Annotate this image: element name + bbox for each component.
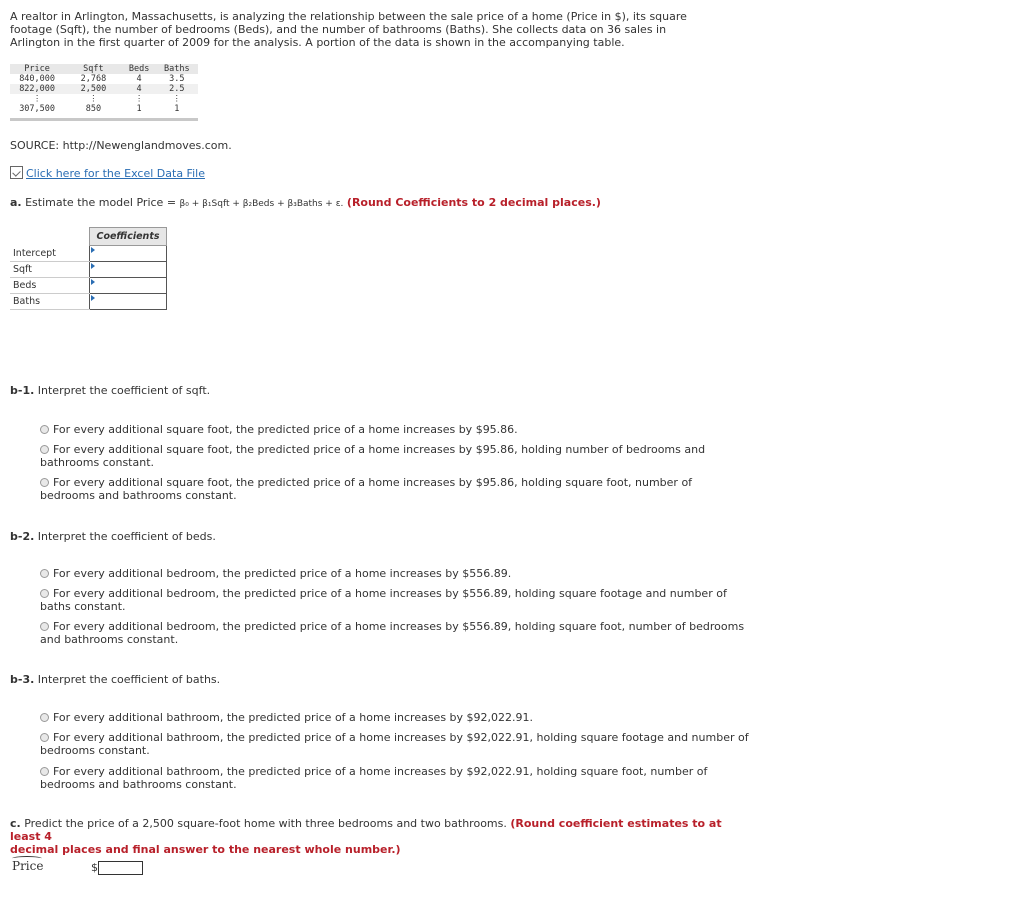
radio-button[interactable] [40,425,49,434]
radio-button[interactable] [40,622,49,631]
coef-row-sqft [10,262,167,278]
excel-link-label: Click here for the Excel Data File [26,167,205,180]
row-label-sqft: Sqft [10,262,90,278]
baths-input[interactable] [90,295,162,308]
b2-option-2[interactable] [40,587,727,613]
cell-sqft: 2,500 [64,84,122,94]
ellipsis: ⋮ [156,94,198,104]
flag-icon [91,295,95,301]
cell-sqft: 2,768 [64,74,122,84]
b3-label: b-3. [10,673,35,686]
option-text: For every additional bathroom, the predicted price of a home increases by $92,022.91, holding square foot, number of [53,765,708,778]
b1-option-1[interactable] [40,423,518,436]
currency-symbol: $ [91,861,98,874]
option-text: For every additional bedroom, the predicted price of a home increases by $556.89, holding square foot, number of bedrooms [53,620,745,633]
problem-intro: A realtor in Arlington, Massachusetts, is analyzing the relationship between the sale price of a home (Price in $), its square footage (Sqft), the number of bedrooms (Beds), and the number of bathrooms (Baths). She collects data on 36 sales in Arlington in the first quarter of 2009 for the analysis. A portion of the data is shown in the accompanying table. [10,10,687,49]
part-c-text: Predict the price of a 2,500 square-foot home with three bedrooms and two bathrooms. [24,817,507,830]
b2-label: b-2. [10,530,35,543]
option-text: For every additional bathroom, the predicted price of a home increases by $92,022.91, holding square footage and number of [53,731,749,744]
b3-question [10,673,220,686]
ellipsis: ⋮ [64,94,122,104]
beds-input[interactable] [90,279,162,292]
cell-baths: 2.5 [156,84,198,94]
b1-option-2[interactable] [40,443,705,469]
part-a-question [10,196,601,209]
radio-button[interactable] [40,713,49,722]
row-label-intercept: Intercept [10,246,90,262]
sqft-input-cell [90,262,167,278]
radio-button[interactable] [40,569,49,578]
cell-baths: 1 [156,104,198,114]
model-equation: β₀ + β₁Sqft + β₂Beds + β₃Baths + ε. [179,199,344,209]
option-text-cont: bedrooms and bathrooms constant. [40,778,237,791]
round-note-c2: decimal places and final answer to the nearest whole number.) [10,843,401,856]
radio-button[interactable] [40,589,49,598]
b2-option-3[interactable] [40,620,744,646]
option-text: For every additional bedroom, the predicted price of a home increases by $556.89. [53,567,512,580]
cell-beds: 4 [123,84,156,94]
table-scrollbar [10,118,198,121]
cell-price: 840,000 [10,74,64,84]
round-note-c1: (Round coefficient estimates to at least 4 [10,817,722,843]
excel-data-link[interactable] [10,166,205,180]
part-c-label: c. [10,817,21,830]
price-label: Price [12,859,44,873]
coefficients-header: Coefficients [90,228,167,246]
b1-label: b-1. [10,384,35,397]
coef-row-beds [10,278,167,294]
header-price: Price [10,64,64,74]
b3-option-3[interactable] [40,765,707,791]
ellipsis: ⋮ [10,94,64,104]
cell-price: 822,000 [10,84,64,94]
coef-row-baths [10,294,167,310]
radio-button[interactable] [40,478,49,487]
b1-question [10,384,210,397]
coefficients-table [10,227,167,310]
cell-beds: 1 [123,104,156,114]
cell-baths: 3.5 [156,74,198,84]
header-baths: Baths [156,64,198,74]
part-a-label: a. [10,196,22,209]
cell-price: 307,500 [10,104,64,114]
file-icon [10,166,23,179]
beds-input-cell [90,278,167,294]
radio-button[interactable] [40,733,49,742]
option-text: For every additional bathroom, the predicted price of a home increases by $92,022.91. [53,711,534,724]
coef-row-intercept [10,246,167,262]
b2-option-1[interactable] [40,567,511,580]
baths-input-cell [90,294,167,310]
b3-option-2[interactable] [40,731,749,757]
b2-question [10,530,216,543]
cell-sqft: 850 [64,104,122,114]
b1-option-3[interactable] [40,476,692,502]
option-text-cont: baths constant. [40,600,126,613]
data-table [10,64,198,121]
option-text-cont: and bathrooms constant. [40,633,179,646]
table-corner [10,228,90,246]
round-note: (Round Coefficients to 2 decimal places.) [346,196,601,209]
option-text: For every additional bedroom, the predicted price of a home increases by $556.89, holding square footage and number of [53,587,727,600]
b3-option-1[interactable] [40,711,533,724]
part-a-text: Estimate the model Price = [25,196,177,209]
cell-beds: 4 [123,74,156,84]
flag-icon [91,247,95,253]
flag-icon [91,263,95,269]
option-text-cont: bathrooms constant. [40,456,155,469]
radio-button[interactable] [40,445,49,454]
table-ellipsis-row [10,94,198,104]
flag-icon [91,279,95,285]
option-text-cont: bedrooms and bathrooms constant. [40,489,237,502]
intercept-input-cell [90,246,167,262]
option-text: For every additional square foot, the predicted price of a home increases by $95.86. [53,423,518,436]
ellipsis: ⋮ [123,94,156,104]
option-text: For every additional square foot, the predicted price of a home increases by $95.86, holding square foot, number of [53,476,693,489]
row-label-beds: Beds [10,278,90,294]
table-row [10,74,198,84]
table-row [10,104,198,114]
price-answer-input[interactable] [98,861,143,875]
row-label-baths: Baths [10,294,90,310]
intercept-input[interactable] [90,247,162,260]
header-beds: Beds [123,64,156,74]
option-text: For every additional square foot, the predicted price of a home increases by $95.86, holding number of bedrooms and [53,443,706,456]
source-text: SOURCE: http://Newenglandmoves.com. [10,139,232,152]
table-row [10,84,198,94]
b1-text: Interpret the coefficient of sqft. [37,384,211,397]
option-text-cont: bedrooms constant. [40,744,150,757]
price-hat-label [12,859,43,873]
b3-text: Interpret the coefficient of baths. [37,673,221,686]
radio-button[interactable] [40,767,49,776]
part-c-question [10,817,730,856]
hat-symbol [12,856,42,861]
b2-text: Interpret the coefficient of beds. [37,530,216,543]
header-sqft: Sqft [64,64,122,74]
sqft-input[interactable] [90,263,162,276]
